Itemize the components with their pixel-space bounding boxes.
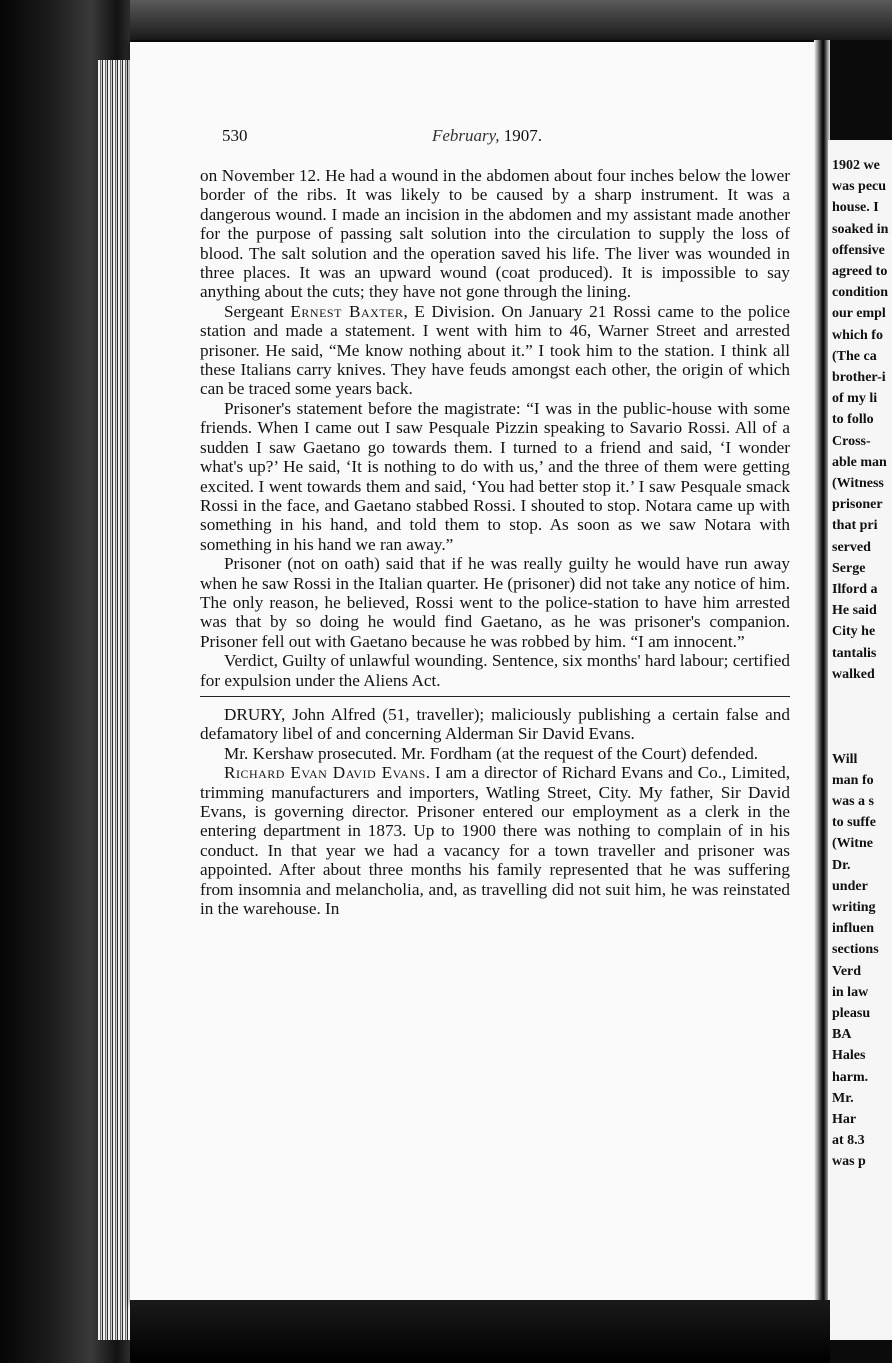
right-page-line: house. I (832, 200, 879, 216)
right-page-line: was pecu (832, 179, 887, 195)
paragraph-text: , E Division. On January 21 Rossi came to the police station and made a statement. I went with him to 46, Warner Street and arrested prisoner. He said, “Me know nothing about it.” I took him to the station. I think all these Italians carry knives. They have feuds amongst each other, the origin of which can be traced some years back. (200, 301, 790, 399)
right-page-line: to suffe (832, 815, 876, 831)
right-page-line: Hales (832, 1048, 866, 1064)
paragraph-counsel (200, 744, 790, 763)
paragraph-text: Prisoner (not on oath) said that if he was really guilty he would have run away when he saw Rossi in the Italian quarter. He (prisoner) did not take any notice of him. The only reason, he believed, Rossi went to the police-station to have him arrested was that by so doing he would find Gaetano, as he was prisoner's companion. Prisoner fell out with Gaetano because he was robbed by him. “I am innocent.” (200, 554, 790, 651)
right-page-line: condition (832, 285, 889, 301)
right-page-line: 1902 we (832, 158, 880, 173)
right-page-line: writing (832, 900, 876, 915)
right-page-line: at 8.3 (832, 1133, 865, 1149)
page-body-text (200, 166, 790, 918)
page-number: 530 (222, 126, 248, 145)
right-page-line: Ilford a (832, 582, 878, 597)
right-page-line: that pri (832, 518, 878, 534)
witness-name: Ernest Baxter (290, 301, 404, 321)
right-page-line: of my li (832, 391, 878, 407)
paragraph-text: Verdict, Guilty of unlawful wounding. Sentence, six months' hard labour; certified for expulsion under the Aliens Act. (200, 651, 790, 690)
paragraph-evans-evidence (200, 763, 790, 918)
paragraph-prisoner-statement (200, 399, 790, 554)
running-head (432, 126, 542, 146)
right-page-line: Will (832, 751, 858, 767)
paragraph-text: DRURY, John Alfred (51, traveller); maliciously publishing a certain false and defamatory libel of and concerning Alderman Sir David Evans. (200, 704, 790, 744)
book-page-right-fragment (828, 140, 892, 1340)
right-page-line: our empl (832, 306, 886, 322)
right-page-line: tantalis (832, 645, 877, 661)
right-page-line: able man (832, 454, 887, 470)
paragraph-text: . I am a director of Richard Evans and Co., Limited, trimming manufacturers and importers, Watling Street, City. My father, Sir David Evans, is governing director. Prisoner entered our employment as a clerk in the entering department in 1873. Up to 1900 there was nothing to complain of in his conduct. In that year we had a vacancy for a town traveller and prisoner was appointed. After about three months his family represented that he was suffering from insomnia and melancholia, and, as travelling did not suit him, he was reinstated in the warehouse. In (200, 763, 791, 919)
right-page-line: served (832, 539, 871, 555)
case-separator-rule (200, 696, 790, 697)
paragraph-verdict (200, 651, 790, 690)
paragraph-text: Sergeant (224, 301, 291, 321)
right-page-line: influen (832, 921, 875, 937)
right-page-line: offensive (832, 242, 885, 258)
right-page-line: was p (832, 1154, 866, 1170)
scan-top-edge (0, 0, 892, 40)
right-page-line: BA (832, 1027, 852, 1043)
right-page-line: City he (832, 624, 876, 640)
paragraph-medical-evidence (200, 166, 790, 302)
right-page-line: which fo (832, 327, 883, 343)
paragraph-baxter-evidence (200, 302, 790, 399)
right-page-line: (Witness (832, 476, 884, 491)
right-page-line: walked (832, 666, 875, 682)
witness-name: Richard Evan David Evans (224, 763, 426, 783)
right-page-line: prisoner (832, 497, 883, 513)
scan-bottom-shadow (130, 1300, 830, 1363)
paragraph-text: Mr. Kershaw prosecuted. Mr. Fordham (at the request of the Court) defended. (224, 743, 759, 763)
right-page-line: sections (832, 942, 879, 958)
paragraph-drury-charge (200, 705, 790, 744)
right-page-line: (The ca (832, 348, 877, 364)
paragraph-text: on November 12. He had a wound in the abdomen about four inches below the lower border of the ribs. It was likely to be caused by a sharp instrument. It was a dangerous wound. I made an incision in the abdomen and my assistant made another for the purpose of passing salt solution into the circulation to supply the loss of blood. The salt solution and the operation saved his life. The liver was wounded in three places. It was an upward wound (coat produced). It is impossible to say anything about the cuts; they have not gone through the lining. (200, 166, 790, 302)
right-page-line: brother-i (832, 370, 886, 385)
right-page-line: Har (832, 1112, 857, 1127)
paragraph-prisoner-defence (200, 554, 790, 651)
right-page-line: in law (832, 984, 869, 1000)
right-page-line: pleasu (832, 1006, 871, 1021)
right-page-line: harm. (832, 1069, 869, 1085)
running-head-month: February, (432, 126, 500, 145)
right-page-line: to follo (832, 412, 874, 428)
right-page-line: Verd (832, 963, 862, 979)
right-page-line: soaked in (832, 221, 889, 237)
right-page-line: Cross- (832, 433, 871, 449)
right-page-line: man fo (832, 772, 874, 788)
right-page-line: (Witne (832, 836, 873, 852)
right-page-line: Dr. (832, 857, 851, 873)
right-page-line: Serge (832, 560, 866, 576)
right-page-line: was a s (832, 794, 875, 809)
right-page-line: under (832, 878, 868, 894)
page-header (222, 126, 802, 150)
right-page-line: agreed to (832, 264, 888, 279)
right-page-line: Mr. (832, 1090, 854, 1106)
stacked-page-edges (98, 60, 134, 1340)
running-head-year: 1907. (503, 126, 543, 145)
paragraph-text: Prisoner's statement before the magistrate: “I was in the public-house with some friends. When I came out I saw Pesquale Pizzin speaking to Savario Rossi. All of a sudden I saw Gaetano go towards them. I turned to a friend and said, ‘I wonder what's up?’ He said, ‘It is nothing to do with us,’ and the three of them were getting excited. I went towards them and said, ‘You had better stop it.’ I saw Pesquale smack Rossi in the face, and Gaetano stabbed Rossi. I shouted to stop. Notara came up with something in his hand, and told them to stop. As soon as we saw Notara with something in his hand we ran away.” (200, 398, 790, 554)
right-page-line: He said (832, 603, 877, 619)
